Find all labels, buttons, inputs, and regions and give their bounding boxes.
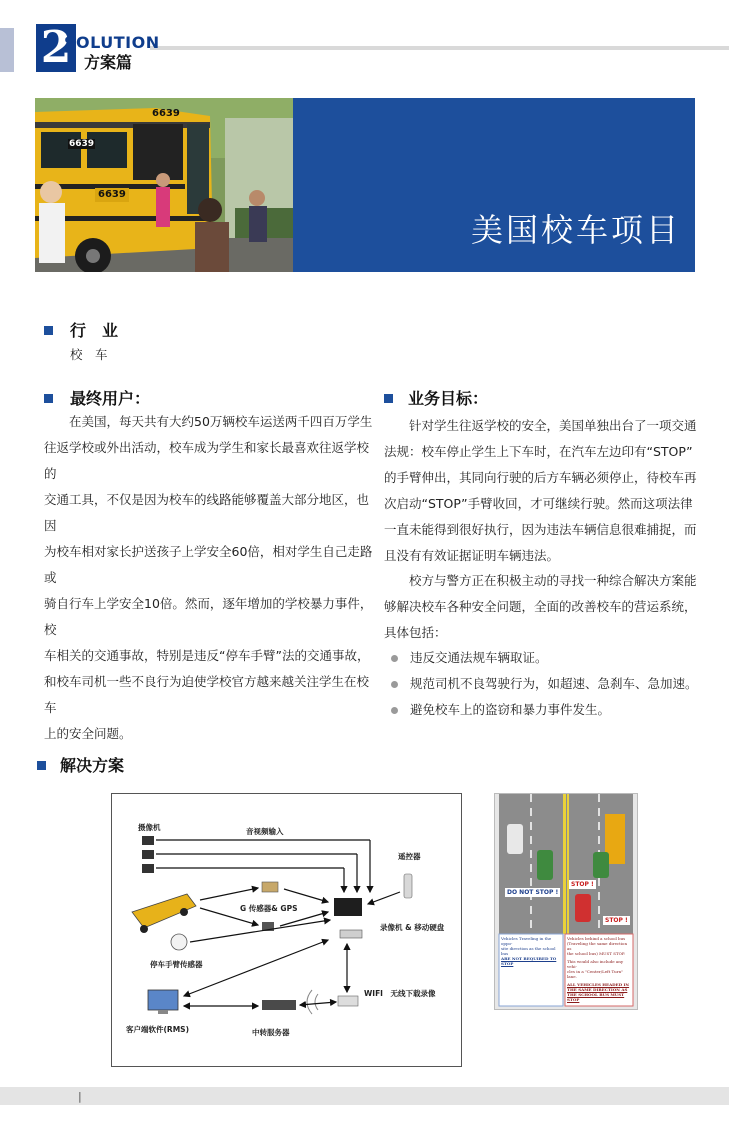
- caption-line: Vehicles Traveling in the oppo-: [501, 936, 552, 946]
- text-line: 具体包括：: [384, 625, 447, 640]
- section-marker: [44, 394, 53, 403]
- business-goal-paragraph-1: [384, 413, 704, 569]
- chapter-number: 2: [36, 24, 76, 72]
- text-line: 在美国，每天共有大约50万辆校车运送两千四百万学生: [44, 414, 373, 429]
- list-item-text: 规范司机不良驾驶行为，如超速、急刹车、急加速。: [410, 676, 698, 691]
- text-line: 的手臂伸出，其同向行驶的后方车辆必须停止，待校车再: [384, 470, 697, 485]
- camera-icon: [142, 836, 154, 873]
- text-line: 一直未能得到很好执行，因为违法车辆信息很难捕捉，而: [384, 522, 697, 537]
- opposite-direction-caption: [501, 936, 561, 966]
- list-item-text: 避免校车上的盗窃和暴力事件发生。: [410, 702, 611, 717]
- system-diagram: [111, 793, 462, 1067]
- text-line: 和校车司机一些不良行为迫使学校官方越来越关注学生在校车: [44, 674, 370, 715]
- text-line: 法规：校车停止学生上下车时，在汽车左边印有“STOP”: [384, 444, 693, 459]
- stop-label-2: STOP !: [605, 917, 628, 924]
- bullet-dot-icon: [391, 707, 398, 714]
- industry-heading: 行 业: [70, 321, 119, 340]
- server-icon: [262, 1000, 296, 1010]
- text-line: 针对学生往返学校的安全，美国单独出台了一项交通: [384, 418, 697, 433]
- page-title: 美国校车项目: [470, 211, 681, 249]
- wifi-label: WIFI 无线下载录像: [364, 989, 436, 998]
- industry-value: 校 车: [70, 347, 108, 362]
- stop-law-illustration: [494, 793, 638, 1010]
- chapter-section-label: 方案篇: [84, 53, 133, 72]
- footer-bar: [0, 1087, 729, 1105]
- text-line: 上的安全问题。: [44, 726, 132, 741]
- business-goal-paragraph-2: [384, 568, 704, 646]
- caption-line: (Traveling the same direction as: [567, 941, 628, 951]
- client-pc-icon: [148, 990, 178, 1010]
- caption-line: THE SAME DIRECTION AS: [567, 987, 628, 992]
- same-direction-caption: [567, 936, 631, 1002]
- bullet-dot-icon: [391, 681, 398, 688]
- goal-bullet-list: [384, 645, 714, 723]
- text-line: 校方与警方正在积极主动的寻找一种综合解决方案能: [384, 573, 697, 588]
- list-item: [384, 645, 714, 671]
- solution-heading: 解决方案: [60, 756, 125, 775]
- text-line: 交通工具，不仅是因为校车的线路能够覆盖大部分地区，也因: [44, 492, 370, 533]
- car-icon: [593, 852, 609, 878]
- caption-line: cles in a "Center/Left Turn" lane.: [567, 969, 624, 979]
- remote-label: 遥控器: [398, 852, 421, 861]
- page-marker: |: [78, 1090, 82, 1103]
- header-rule: [150, 46, 729, 50]
- text-line: 次启动“STOP”手臂收回，才可继续行驶。然而这项法律: [384, 496, 693, 511]
- caption-line: STOP: [567, 997, 580, 1002]
- wifi-router-icon: [338, 996, 358, 1006]
- caption-line: Vehicles behind a school bus: [567, 936, 626, 941]
- text-line: 且没有有效证据证明车辆违法。: [384, 548, 560, 563]
- text-line: 车相关的交通事故，特别是违反“停车手臂”法的交通事故，: [44, 648, 370, 663]
- remote-icon: [404, 874, 412, 898]
- list-item: [384, 671, 714, 697]
- stop-arm-label: 停车手臂传感器: [150, 960, 203, 969]
- caption-line: ARE NOT REQUIRED TO: [501, 956, 557, 961]
- header-accent-bar: [0, 28, 14, 72]
- bullet-dot-icon: [391, 655, 398, 662]
- stop-arm-sensor-icon: [171, 934, 187, 950]
- caption-line: ALL VEHICLES HEADED IN: [567, 982, 630, 987]
- bus-number-side: 6639: [98, 189, 126, 200]
- caption-line: This would also include any vehi-: [567, 959, 624, 969]
- school-bus-photo: [35, 98, 293, 272]
- caption-line: STOP: [501, 961, 514, 966]
- recorder-icon: [334, 898, 362, 916]
- bus-number-window: 6639: [69, 139, 95, 149]
- section-marker: [37, 761, 46, 770]
- recorder-label: 录像机 & 移动硬盘: [380, 923, 445, 932]
- section-marker: [44, 326, 53, 335]
- caption-line: THE SCHOOL BUS MUST: [567, 992, 625, 997]
- list-item-text: 违反交通法规车辆取证。: [410, 650, 548, 665]
- text-line: 骑自行车上学安全10倍。然而，逐年增加的学校暴力事件，校: [44, 596, 373, 637]
- text-line: 为校车相对家长护送孩子上学安全60倍，相对学生自己走路或: [44, 544, 373, 585]
- section-marker: [384, 394, 393, 403]
- end-user-heading: 最终用户：: [70, 389, 151, 408]
- text-line: 往返学校或外出活动，校车成为学生和家长最喜欢往返学校的: [44, 440, 370, 481]
- client-software-label: 客户端软件(RMS): [126, 1025, 189, 1034]
- caption-line: site direction as the school bus: [501, 946, 556, 956]
- end-user-paragraph: [44, 409, 374, 747]
- wifi-signal-icon: [307, 990, 318, 1014]
- bus-number-roof: 6639: [152, 108, 180, 119]
- do-not-stop-label: DO NOT STOP !: [507, 889, 559, 896]
- caption-line: the school bus) MUST STOP.: [567, 951, 626, 956]
- relay-server-label: 中转服务器: [252, 1028, 290, 1037]
- gsensor-label: G 传感器& GPS: [240, 904, 298, 913]
- stop-label-1: STOP !: [571, 881, 594, 888]
- text-line: 够解决校车各种安全问题，全面的改善校车的营运系统，: [384, 599, 697, 614]
- school-bus-icon: [132, 894, 196, 933]
- title-banner: [293, 98, 695, 272]
- car-icon: [507, 824, 523, 854]
- av-input-label: 音视频输入: [246, 827, 284, 836]
- business-goal-heading: 业务目标：: [408, 389, 489, 408]
- hard-disk-icon: [340, 930, 362, 938]
- chapter-solution-label: SOLUTION: [64, 33, 160, 52]
- list-item: [384, 697, 714, 723]
- gsensor-icon: [262, 882, 278, 892]
- car-icon: [537, 850, 553, 880]
- camera-label: 摄像机: [138, 823, 161, 832]
- car-icon: [575, 894, 591, 922]
